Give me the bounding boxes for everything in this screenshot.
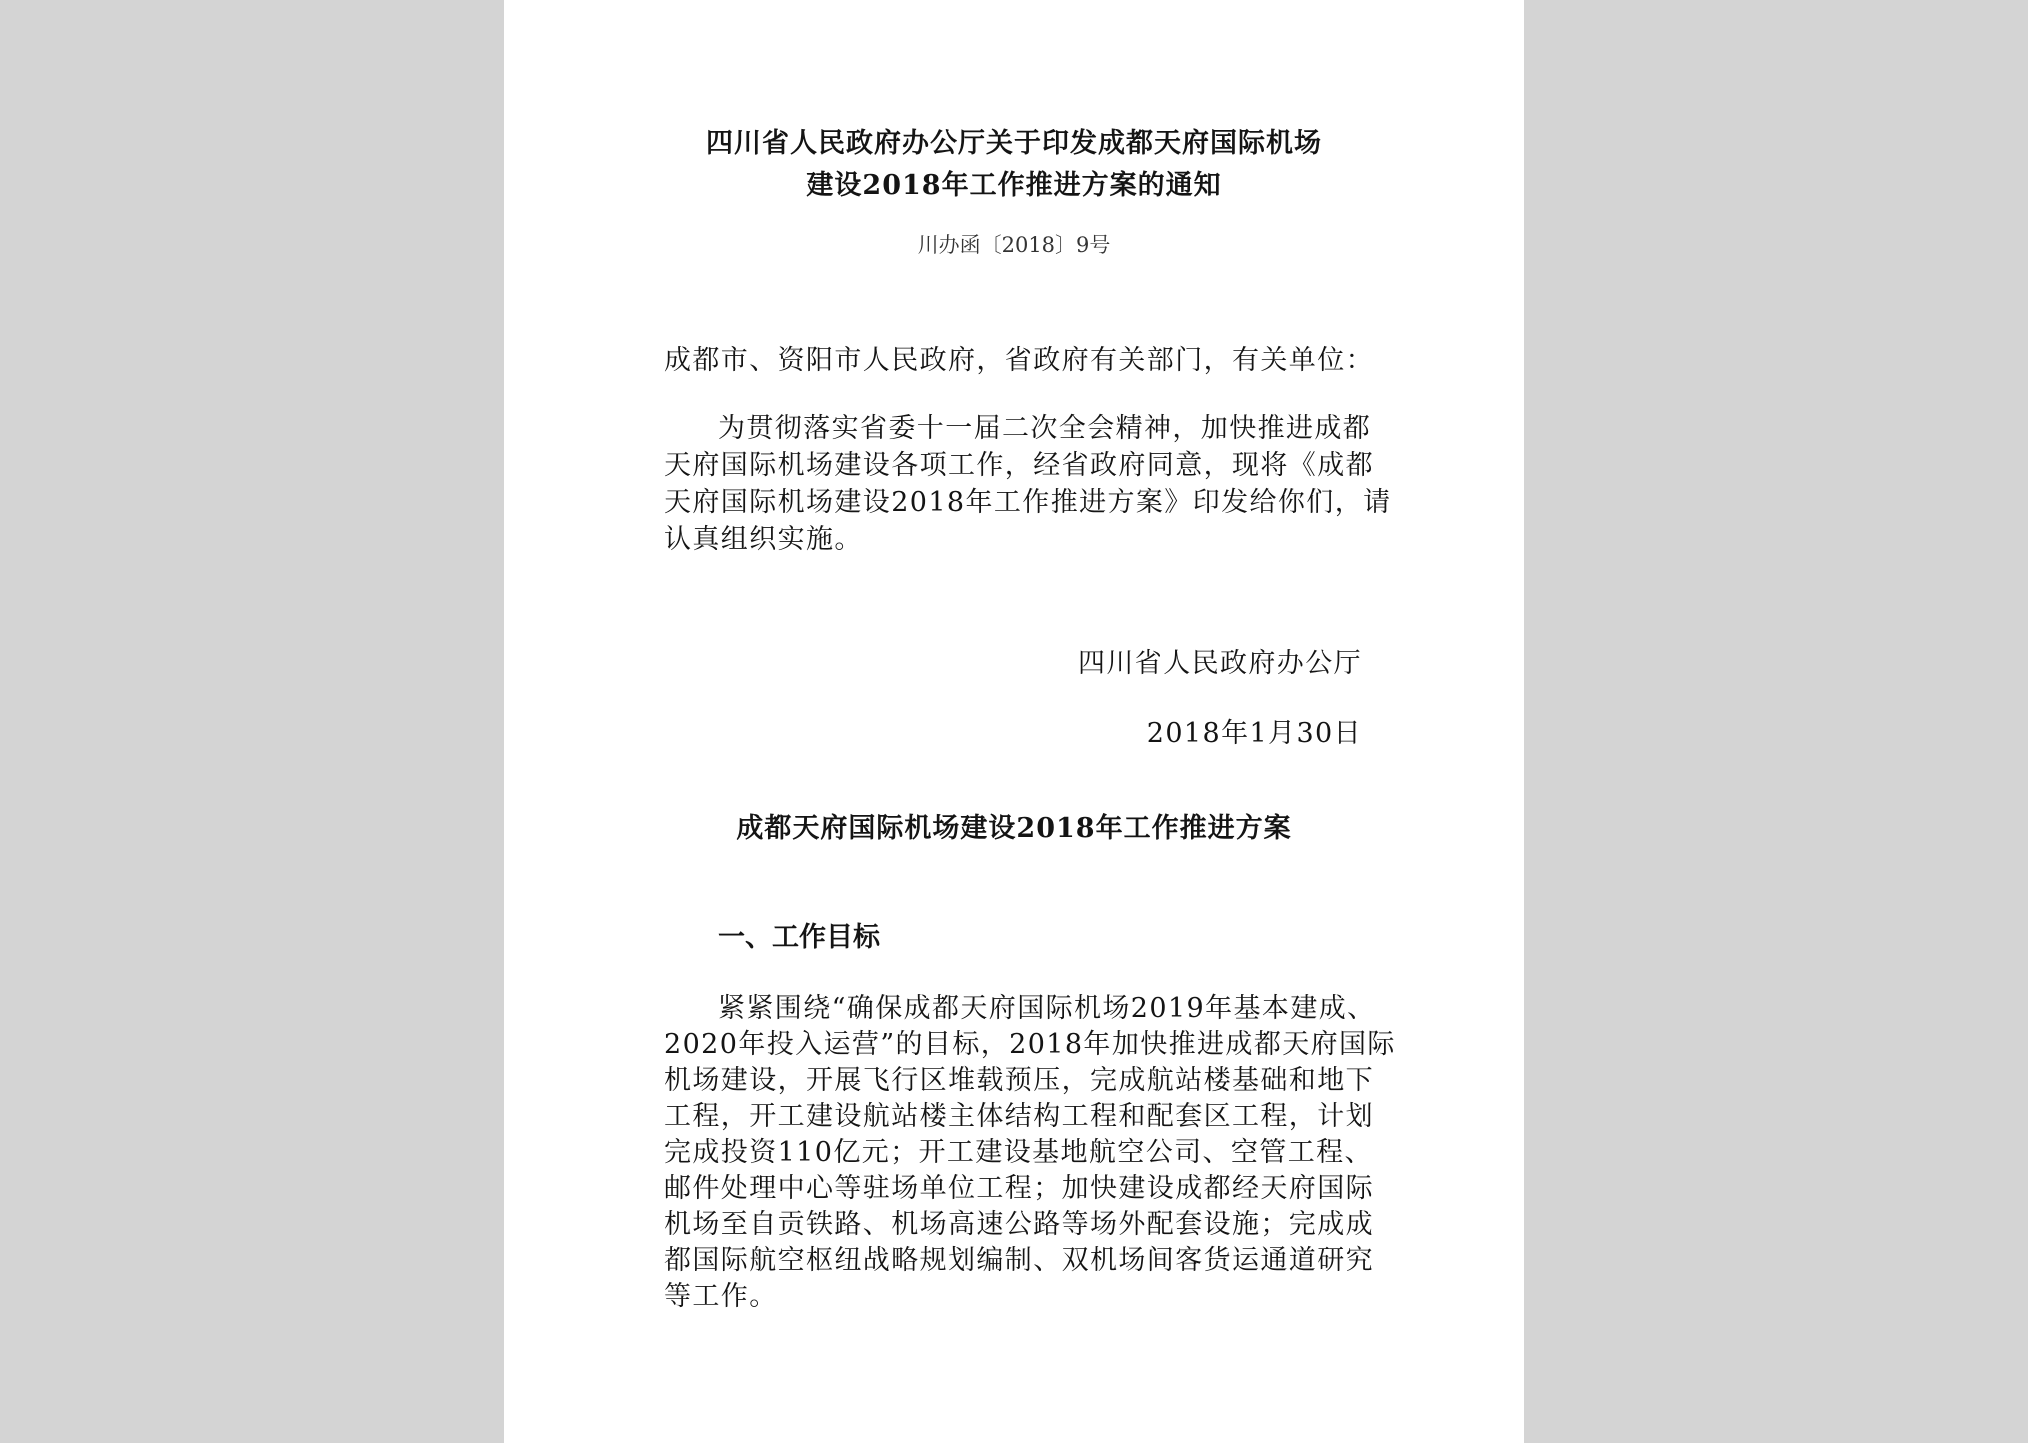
notice-title-line-1: 四川省人民政府办公厅关于印发成都天府国际机场 <box>706 128 1322 159</box>
section1-paragraph-line-9: 等工作。 <box>664 1281 778 1312</box>
document-number: 川办函〔2018〕9号 <box>917 233 1111 257</box>
intro-paragraph-line-2: 天府国际机场建设各项工作，经省政府同意，现将《成都 <box>664 450 1374 481</box>
section1-paragraph-line-2: 2020年投入运营”的目标，2018年加快推进成都天府国际 <box>664 1029 1396 1060</box>
issuer-signature: 四川省人民政府办公厅 <box>1078 648 1362 679</box>
section1-paragraph-line-8: 都国际航空枢纽战略规划编制、双机场间客货运通道研究 <box>664 1245 1374 1276</box>
intro-paragraph-line-3: 天府国际机场建设2018年工作推进方案》印发给你们，请 <box>664 487 1392 518</box>
section1-paragraph-line-3: 机场建设，开展飞行区堆载预压，完成航站楼基础和地下 <box>664 1065 1374 1096</box>
section1-paragraph-line-4: 工程，开工建设航站楼主体结构工程和配套区工程，计划 <box>664 1101 1374 1132</box>
intro-paragraph-line-4: 认真组织实施。 <box>664 524 863 555</box>
section1-paragraph-line-1: 紧紧围绕“确保成都天府国际机场2019年基本建成、 <box>718 993 1376 1024</box>
salutation: 成都市、资阳市人民政府，省政府有关部门，有关单位： <box>664 345 1374 376</box>
section1-paragraph-line-7: 机场至自贡铁路、机场高速公路等场外配套设施；完成成 <box>664 1209 1374 1240</box>
plan-title: 成都天府国际机场建设2018年工作推进方案 <box>736 813 1292 844</box>
issue-date: 2018年1月30日 <box>1146 718 1362 749</box>
section1-paragraph-line-6: 邮件处理中心等驻场单位工程；加快建设成都经天府国际 <box>664 1173 1374 1204</box>
document-page <box>504 0 1524 1443</box>
section1-paragraph-line-5: 完成投资110亿元；开工建设基地航空公司、空管工程、 <box>664 1137 1373 1168</box>
section-heading-work-goals: 一、工作目标 <box>718 922 880 953</box>
notice-title-line-2: 建设2018年工作推进方案的通知 <box>806 170 1222 201</box>
intro-paragraph-line-1: 为贯彻落实省委十一届二次全会精神，加快推进成都 <box>718 413 1372 444</box>
